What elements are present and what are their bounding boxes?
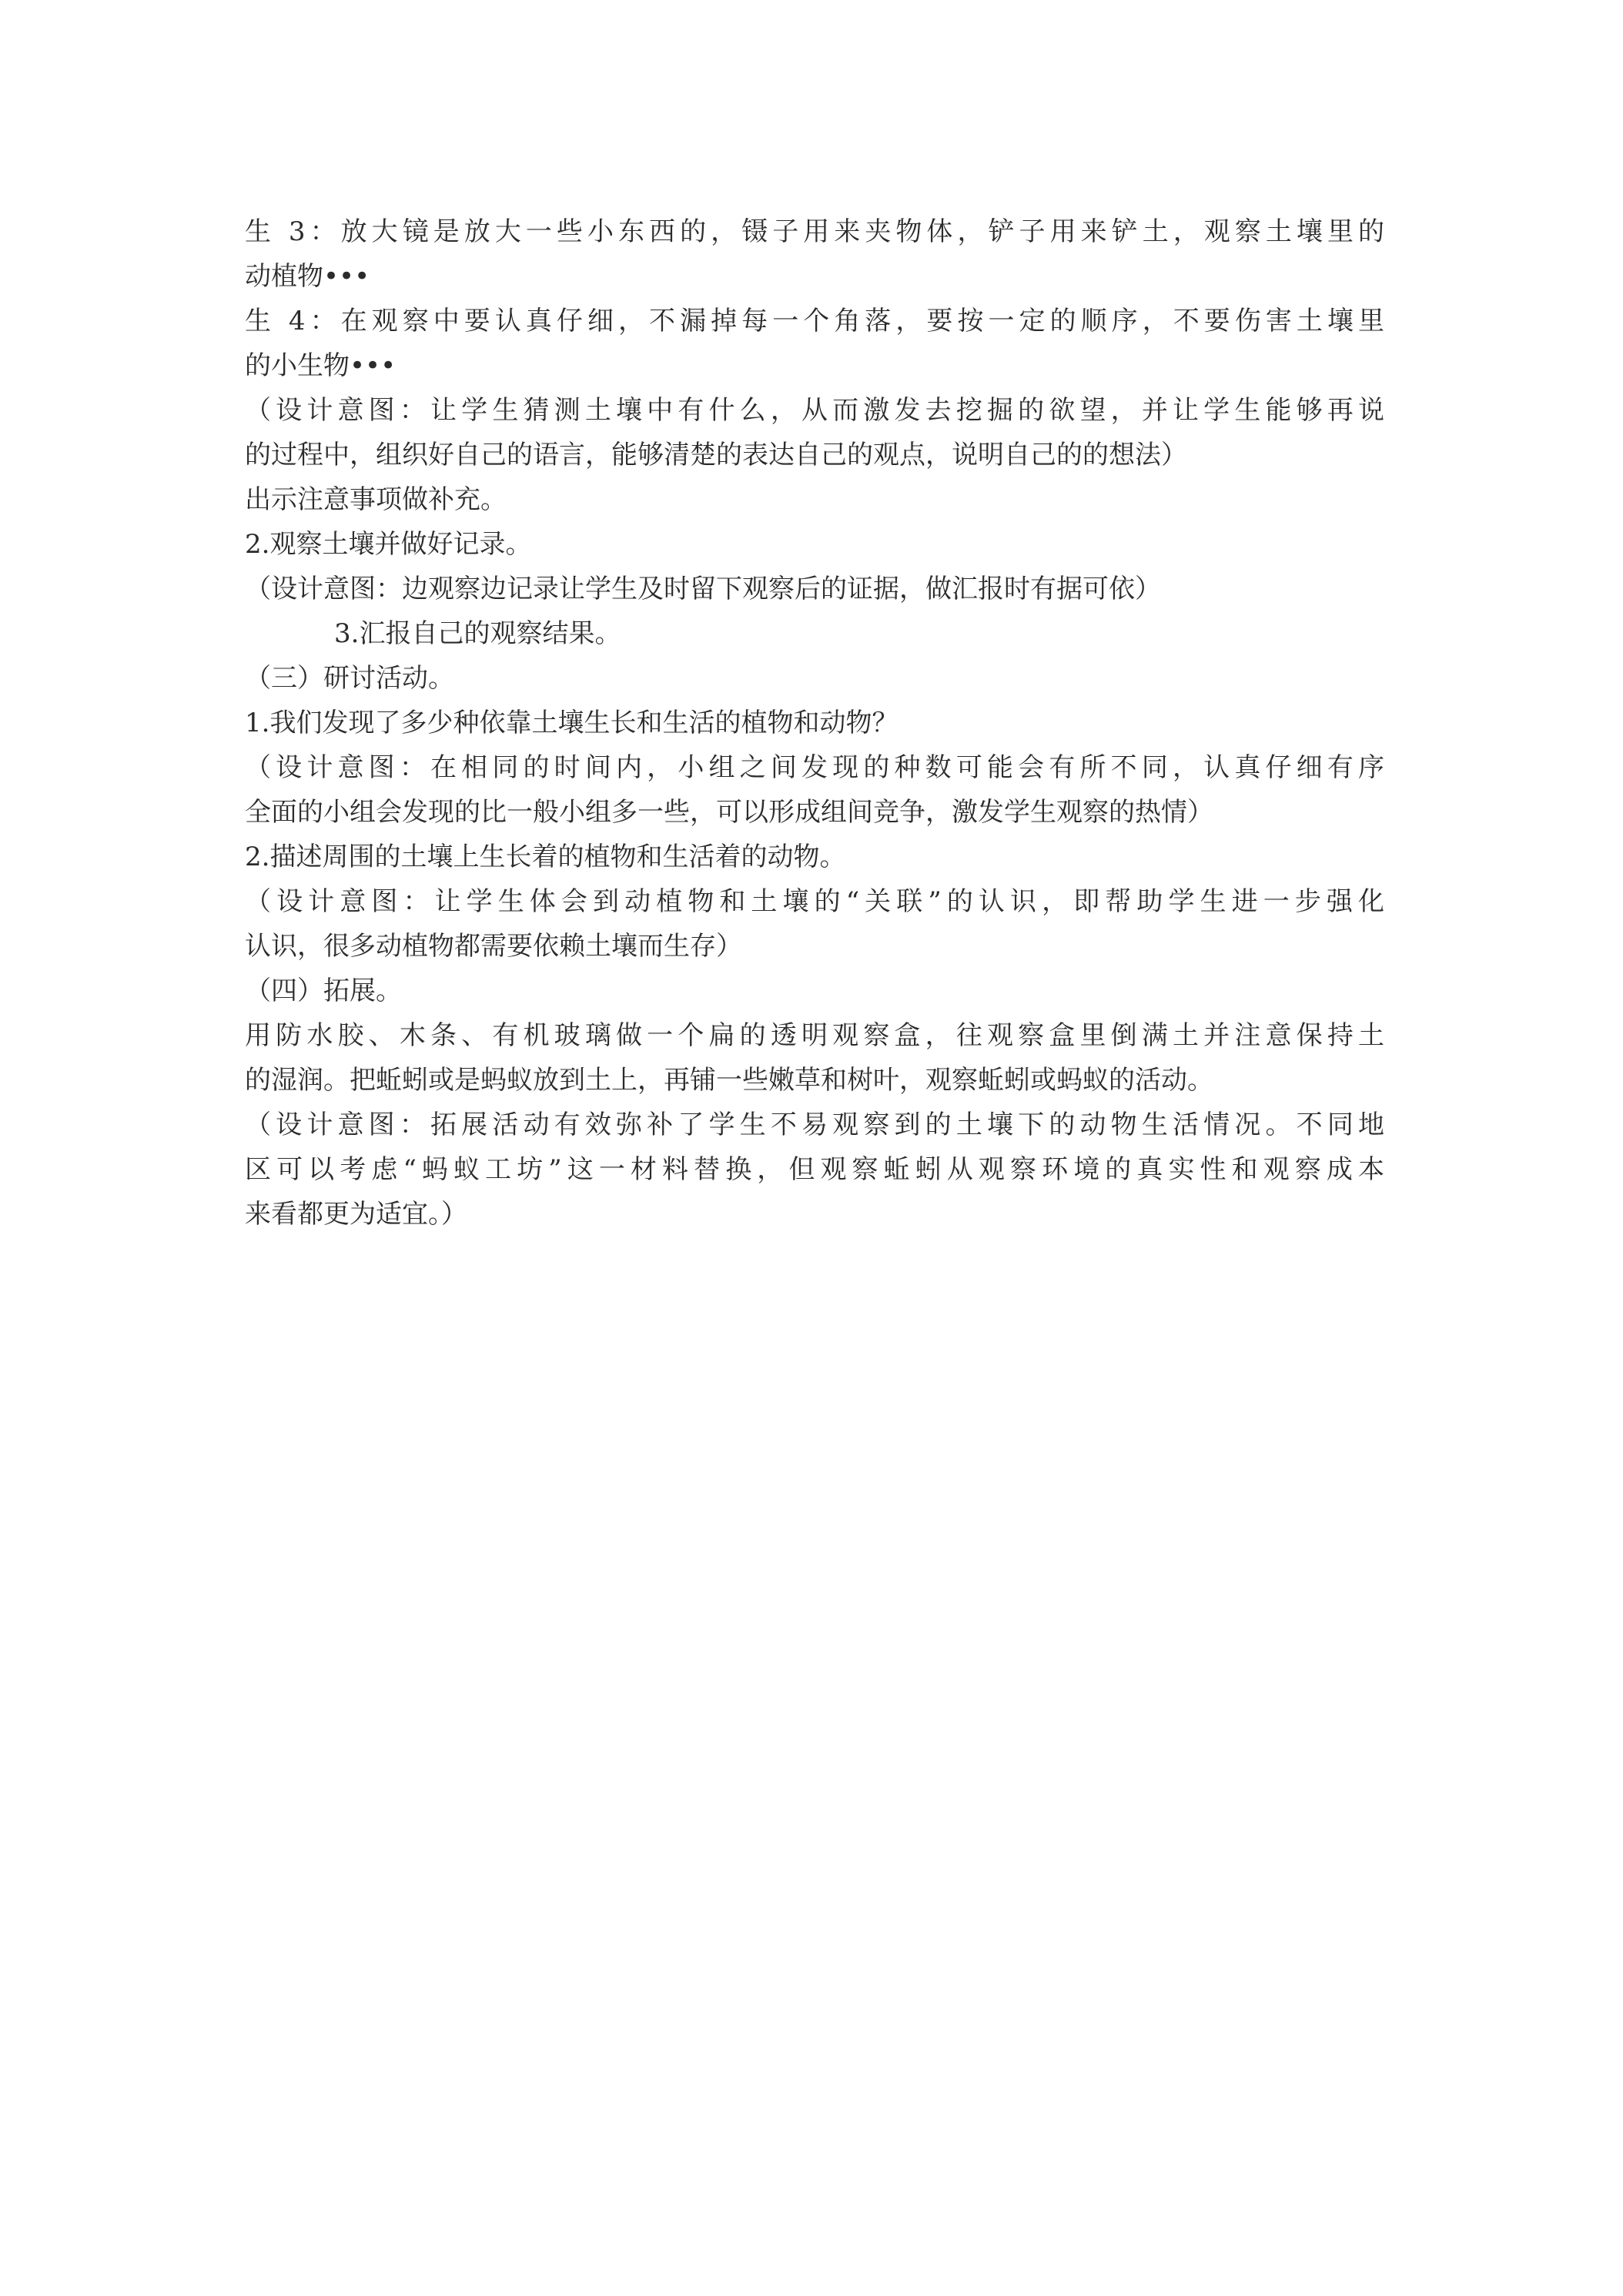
text-line: 2.观察土壤并做好记录。	[245, 529, 532, 560]
text-line: 的小生物•••	[245, 350, 397, 381]
text-line: （设计意图：边观察边记录让学生及时留下观察后的证据，做汇报时有据可依）	[245, 574, 1161, 604]
text-line: 动植物•••	[245, 261, 370, 292]
text-line: 区可以考虑“蚂蚁工坊”这一材料替换，但观察蚯蚓从观察环境的真实性和观察成本	[245, 1154, 1384, 1185]
text-line: （四）拓展。	[245, 976, 402, 1006]
text-line: 出示注意事项做补充。	[245, 484, 507, 515]
text-line: （设计意图：拓展活动有效弥补了学生不易观察到的土壤下的动物生活情况。不同地	[245, 1110, 1384, 1140]
text-line: 2.描述周围的土壤上生长着的植物和生活着的动物。	[245, 842, 846, 872]
text-line: 认识，很多动植物都需要依赖土壤而生存）	[245, 931, 742, 962]
text-line: 生 3：放大镜是放大一些小东西的，镊子用来夹物体，铲子用来铲土，观察土壤里的	[245, 216, 1384, 247]
text-line: （设计意图：在相同的时间内，小组之间发现的种数可能会有所不同，认真仔细有序	[245, 752, 1384, 783]
text-line: 生 4：在观察中要认真仔细，不漏掉每一个角落，要按一定的顺序，不要伤害土壤里	[245, 306, 1384, 336]
text-line: 的湿润。把蚯蚓或是蚂蚁放到土上，再铺一些嫩草和树叶，观察蚯蚓或蚂蚁的活动。	[245, 1065, 1213, 1096]
text-line: （三）研讨活动。	[245, 663, 454, 694]
text-line: 3.汇报自己的观察结果。	[334, 618, 621, 649]
text-line: 的过程中，组织好自己的语言，能够清楚的表达自己的观点，说明自己的的想法）	[245, 440, 1187, 470]
text-line: 用防水胶、木条、有机玻璃做一个扁的透明观察盒，往观察盒里倒满土并注意保持土	[245, 1020, 1384, 1051]
text-line: 1.我们发现了多少种依靠土壤生长和生活的植物和动物？	[245, 708, 899, 738]
text-line: 全面的小组会发现的比一般小组多一些，可以形成组间竞争，激发学生观察的热情）	[245, 797, 1213, 828]
text-line: （设计意图：让学生猜测土壤中有什么，从而激发去挖掘的欲望，并让学生能够再说	[245, 395, 1384, 426]
text-line: （设计意图：让学生体会到动植物和土壤的“关联”的认识，即帮助学生进一步强化	[245, 886, 1384, 917]
text-line: 来看都更为适宜。）	[245, 1199, 467, 1230]
document-body	[245, 209, 1384, 1237]
